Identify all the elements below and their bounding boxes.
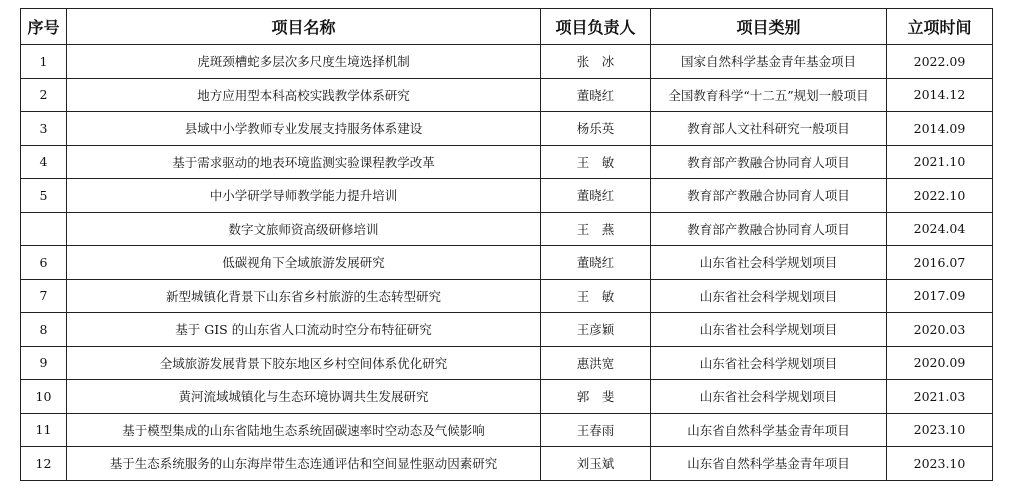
cell-project-leader: 郭 斐 <box>541 380 651 414</box>
cell-project-name: 数字文旅师资高级研修培训 <box>67 212 541 246</box>
cell-serial-number: 11 <box>21 413 67 447</box>
cell-serial-number: 7 <box>21 279 67 313</box>
cell-project-leader: 王 燕 <box>541 212 651 246</box>
header-approval-date: 立项时间 <box>887 9 993 45</box>
cell-project-leader: 王 敏 <box>541 145 651 179</box>
cell-serial-number: 6 <box>21 246 67 280</box>
cell-project-leader: 刘玉斌 <box>541 447 651 481</box>
header-project-category: 项目类别 <box>651 9 887 45</box>
cell-serial-number: 2 <box>21 78 67 112</box>
cell-project-category: 山东省社会科学规划项目 <box>651 313 887 347</box>
cell-project-leader: 王春雨 <box>541 413 651 447</box>
cell-approval-date: 2016.07 <box>887 246 993 280</box>
table-row <box>21 413 993 447</box>
cell-approval-date: 2020.03 <box>887 313 993 347</box>
project-table <box>20 8 993 481</box>
cell-project-category: 教育部人文社科研究一般项目 <box>651 112 887 146</box>
cell-serial-number <box>21 212 67 246</box>
cell-serial-number: 9 <box>21 346 67 380</box>
cell-approval-date: 2023.10 <box>887 413 993 447</box>
cell-project-category: 山东省社会科学规划项目 <box>651 346 887 380</box>
cell-project-category: 山东省社会科学规划项目 <box>651 246 887 280</box>
cell-project-name: 基于需求驱动的地表环境监测实验课程教学改革 <box>67 145 541 179</box>
project-list-document <box>20 8 992 481</box>
cell-approval-date: 2022.09 <box>887 45 993 79</box>
cell-project-leader: 王 敏 <box>541 279 651 313</box>
cell-project-name: 新型城镇化背景下山东省乡村旅游的生态转型研究 <box>67 279 541 313</box>
cell-project-name: 基于模型集成的山东省陆地生态系统固碳速率时空动态及气候影响 <box>67 413 541 447</box>
header-project-name: 项目名称 <box>67 9 541 45</box>
cell-project-name: 低碳视角下全域旅游发展研究 <box>67 246 541 280</box>
table-row <box>21 279 993 313</box>
cell-serial-number: 3 <box>21 112 67 146</box>
cell-project-name: 中小学研学导师教学能力提升培训 <box>67 179 541 213</box>
cell-approval-date: 2021.10 <box>887 145 993 179</box>
cell-serial-number: 8 <box>21 313 67 347</box>
cell-project-name: 黄河流域城镇化与生态环境协调共生发展研究 <box>67 380 541 414</box>
cell-project-category: 教育部产教融合协同育人项目 <box>651 145 887 179</box>
cell-project-category: 山东省自然科学基金青年项目 <box>651 413 887 447</box>
cell-project-name: 县域中小学教师专业发展支持服务体系建设 <box>67 112 541 146</box>
cell-serial-number: 10 <box>21 380 67 414</box>
cell-serial-number: 4 <box>21 145 67 179</box>
cell-project-leader: 王彦颖 <box>541 313 651 347</box>
table-row <box>21 78 993 112</box>
cell-project-category: 山东省社会科学规划项目 <box>651 279 887 313</box>
cell-project-leader: 董晓红 <box>541 179 651 213</box>
cell-serial-number: 12 <box>21 447 67 481</box>
cell-project-category: 山东省自然科学基金青年项目 <box>651 447 887 481</box>
cell-project-category: 国家自然科学基金青年基金项目 <box>651 45 887 79</box>
header-project-leader: 项目负责人 <box>541 9 651 45</box>
table-row <box>21 313 993 347</box>
table-row <box>21 45 993 79</box>
cell-project-leader: 张 冰 <box>541 45 651 79</box>
cell-project-leader: 董晓红 <box>541 78 651 112</box>
cell-project-category: 山东省社会科学规划项目 <box>651 380 887 414</box>
header-serial-number: 序号 <box>21 9 67 45</box>
table-row <box>21 112 993 146</box>
cell-approval-date: 2014.12 <box>887 78 993 112</box>
cell-project-name: 基于生态系统服务的山东海岸带生态连通评估和空间显性驱动因素研究 <box>67 447 541 481</box>
cell-approval-date: 2021.03 <box>887 380 993 414</box>
table-row <box>21 212 993 246</box>
cell-project-name: 基于 GIS 的山东省人口流动时空分布特征研究 <box>67 313 541 347</box>
cell-approval-date: 2024.04 <box>887 212 993 246</box>
cell-approval-date: 2014.09 <box>887 112 993 146</box>
cell-project-leader: 惠洪宽 <box>541 346 651 380</box>
table-row <box>21 346 993 380</box>
cell-approval-date: 2023.10 <box>887 447 993 481</box>
cell-approval-date: 2022.10 <box>887 179 993 213</box>
cell-serial-number: 5 <box>21 179 67 213</box>
table-row <box>21 246 993 280</box>
table-row <box>21 380 993 414</box>
cell-project-category: 教育部产教融合协同育人项目 <box>651 212 887 246</box>
table-body <box>21 45 993 481</box>
cell-serial-number: 1 <box>21 45 67 79</box>
cell-project-name: 地方应用型本科高校实践教学体系研究 <box>67 78 541 112</box>
cell-project-leader: 杨乐英 <box>541 112 651 146</box>
cell-project-name: 全域旅游发展背景下胶东地区乡村空间体系优化研究 <box>67 346 541 380</box>
table-row <box>21 145 993 179</box>
table-row <box>21 179 993 213</box>
cell-project-category: 教育部产教融合协同育人项目 <box>651 179 887 213</box>
table-row <box>21 447 993 481</box>
cell-approval-date: 2017.09 <box>887 279 993 313</box>
cell-approval-date: 2020.09 <box>887 346 993 380</box>
cell-project-category: 全国教育科学“十二五”规划一般项目 <box>651 78 887 112</box>
cell-project-leader: 董晓红 <box>541 246 651 280</box>
table-header-row <box>21 9 993 45</box>
cell-project-name: 虎斑颈槽蛇多层次多尺度生境选择机制 <box>67 45 541 79</box>
